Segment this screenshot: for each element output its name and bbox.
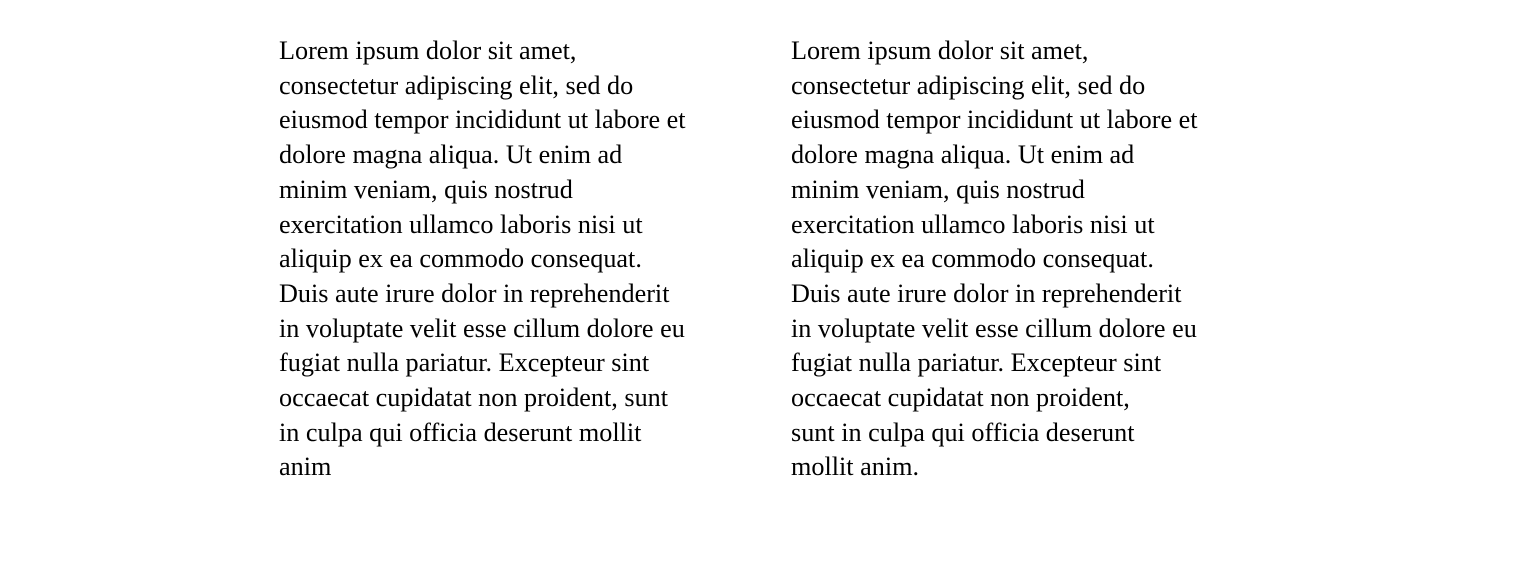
text-line: mollit anim. [791, 452, 920, 482]
text-line: minim veniam, quis nostrud [279, 174, 573, 204]
text-line: Lorem ipsum dolor sit amet, [279, 36, 577, 65]
text-line: aliquip ex ea commodo consequat. [791, 244, 1154, 274]
text-line: occaecat cupidatat non proident, sunt [279, 383, 669, 413]
text-line: aliquip ex ea commodo consequat. [279, 244, 642, 274]
text-line: dolore magna aliqua. Ut enim ad [279, 140, 623, 170]
text-line: eiusmod tempor incididunt ut labore et [279, 105, 686, 135]
text-line: Duis aute irure dolor in reprehenderit [279, 278, 670, 308]
text-line: in voluptate velit esse cillum dolore eu [279, 313, 685, 343]
text-column-left [279, 34, 751, 485]
text-line: eiusmod tempor incididunt ut labore et [791, 105, 1198, 135]
text-line: Duis aute irure dolor in reprehenderit [791, 278, 1182, 308]
text-line: consectetur adipiscing elit, sed do [791, 70, 1146, 100]
text-line: in voluptate velit esse cillum dolore eu [791, 313, 1197, 343]
text-line: minim veniam, quis nostrud [791, 174, 1085, 204]
text-line: anim [279, 452, 332, 482]
text-line: fugiat nulla pariatur. Excepteur sint [791, 348, 1162, 378]
text-line: consectetur adipiscing elit, sed do [279, 70, 634, 100]
text-line: in culpa qui officia deserunt mollit [279, 417, 642, 447]
text-line: fugiat nulla pariatur. Excepteur sint [279, 348, 650, 378]
text-line: dolore magna aliqua. Ut enim ad [791, 140, 1135, 170]
text-line: exercitation ullamco laboris nisi ut [279, 209, 643, 239]
text-line: exercitation ullamco laboris nisi ut [791, 209, 1155, 239]
text-column-right [791, 34, 1263, 485]
text-line: Lorem ipsum dolor sit amet, [791, 36, 1089, 65]
text-line: occaecat cupidatat non proident, [791, 383, 1130, 413]
text-columns [279, 34, 1263, 485]
text-line: sunt in culpa qui officia deserunt [791, 417, 1135, 447]
